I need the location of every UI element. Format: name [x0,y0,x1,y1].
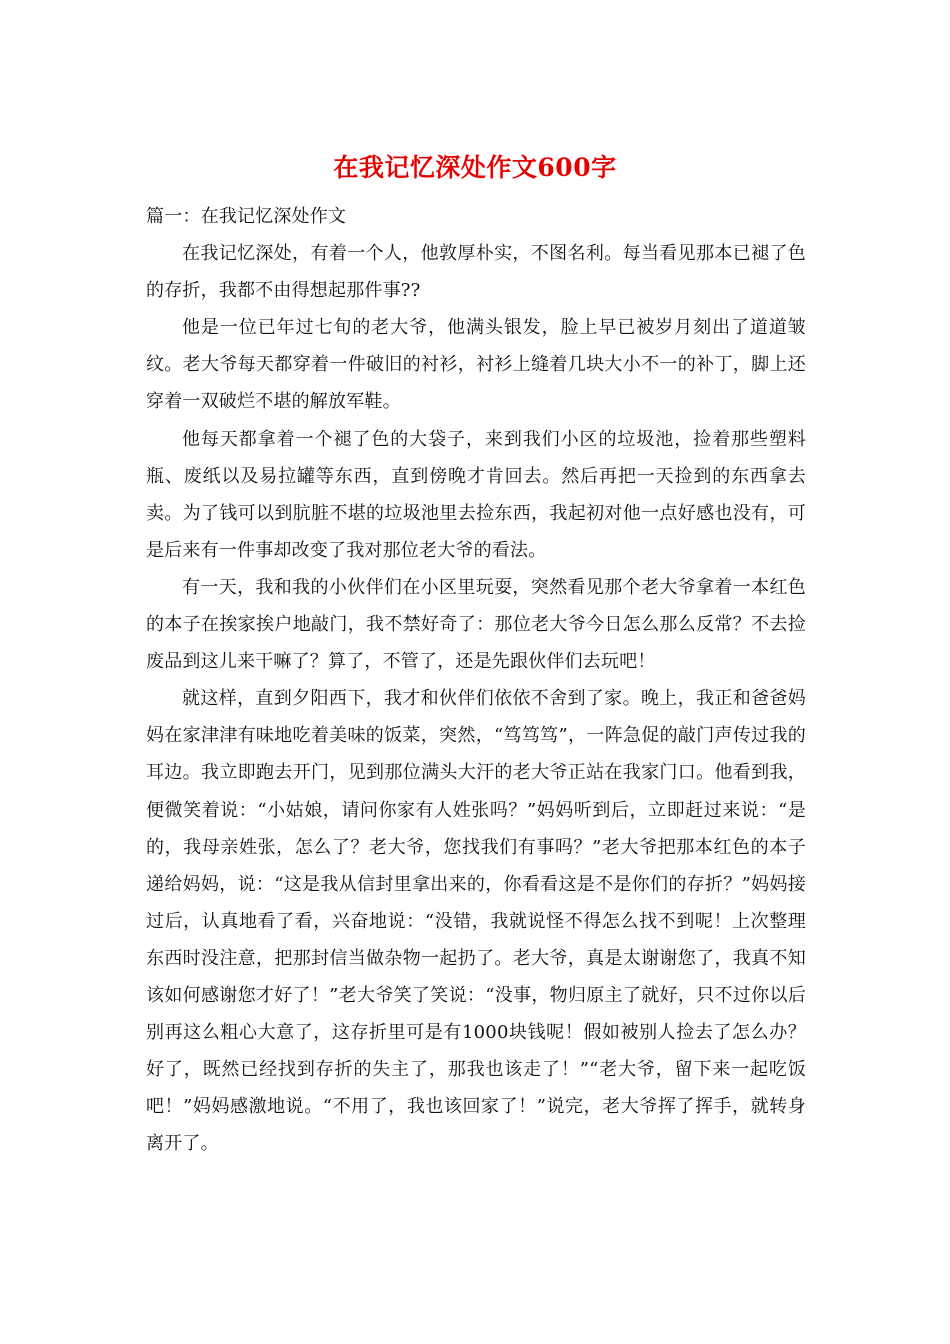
paragraph-2: 他是一位已年过七旬的老大爷，他满头银发，脸上早已被岁月刻出了道道皱纹。老大爷每天都穿着一件破旧的衬衫，衬衫上缝着几块大小不一的补丁，脚上还穿着一双破烂不堪的解放军鞋。 [146,317,806,413]
document-title: 在我记忆深处作文600字 [333,153,617,182]
paragraph-1: 在我记忆深处，有着一个人，他敦厚朴实，不图名利。每当看见那本已褪了色的存折，我都不由得想起那件事?? [146,243,806,302]
section-heading: 篇一：在我记忆深处作文 [146,206,347,227]
paragraph-3: 他每天都拿着一个褪了色的大袋子，来到我们小区的垃圾池，捡着那些塑料瓶、废纸以及易拉罐等东西，直到傍晚才肯回去。然后再把一天捡到的东西拿去卖。为了钱可以到肮脏不堪的垃圾池里去捡东西，我起初对他一点好感也没有，可是后来有一件事却改变了我对那位老大爷的看法。 [146,428,806,561]
paragraph-5: 就这样，直到夕阳西下，我才和伙伴们依依不舍到了家。晚上，我正和爸爸妈妈在家津津有味地吃着美味的饭菜，突然，“笃笃笃”，一阵急促的敲门声传过我的耳边。我立即跑去开门，见到那位满头大汗的老大爷正站在我家门口。他看到我，便微笑着说：“小姑娘，请问你家有人姓张吗？”妈妈听到后，立即赶过来说：“是的，我母亲姓张，怎么了？老大爷，您找我们有事吗？”老大爷把那本红色的本子递给妈妈，说：“这是我从信封里拿出来的，你看看这是不是你们的存折？”妈妈接过后，认真地看了看，兴奋地说：“没错，我就说怪不得怎么找不到呢！上次整理东西时没注意，把那封信当做杂物一起扔了。老大爷，真是太谢谢您了，我真不知该如何感谢您才好了！”老大爷笑了笑说：“没事，物归原主了就好，只不过你以后别再这么粗心大意了，这存折里可是有1000块钱呢！假如被别人捡去了怎么办？好了，既然已经找到存折的失主了，那我也该走了！”“老大爷，留下来一起吃饭吧！”妈妈感激地说。“不用了，我也该回家了！”说完，老大爷挥了挥手，就转身离开了。 [146,688,806,1155]
document-body [146,198,806,1162]
paragraph-4: 有一天，我和我的小伙伴们在小区里玩耍，突然看见那个老大爷拿着一本红色的本子在挨家挨户地敲门，我不禁好奇了：那位老大爷今日怎么那么反常？不去捡废品到这儿来干嘛了？算了，不管了，还是先跟伙伴们去玩吧！ [146,576,806,673]
